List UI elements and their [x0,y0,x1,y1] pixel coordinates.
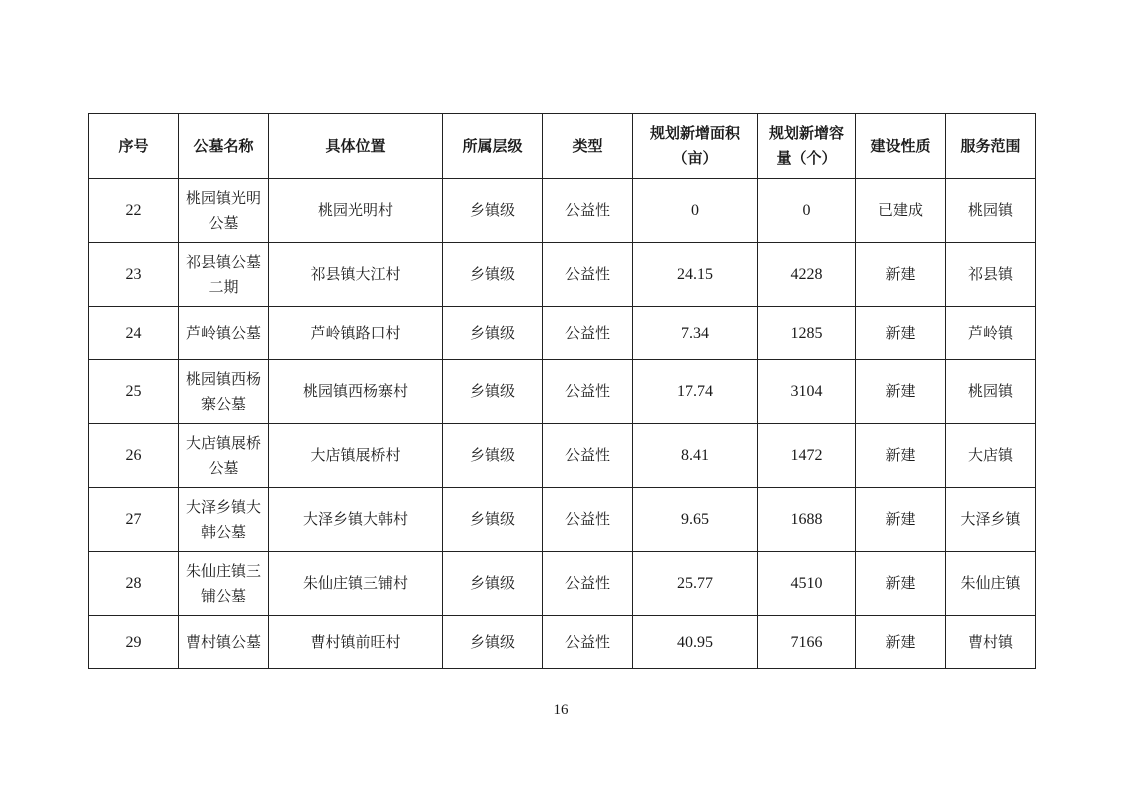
cell-new-capacity: 1472 [758,424,856,488]
cell-new-capacity: 4510 [758,552,856,616]
cell-index: 29 [89,616,179,669]
table-row [89,243,1036,307]
cell-type: 公益性 [543,307,633,360]
cell-level: 乡镇级 [443,243,543,307]
cell-cemetery-name: 大店镇展桥公墓 [179,424,269,488]
cell-location: 祁县镇大江村 [269,243,443,307]
cell-location: 朱仙庄镇三铺村 [269,552,443,616]
cell-index: 24 [89,307,179,360]
cell-cemetery-name: 祁县镇公墓二期 [179,243,269,307]
cell-new-capacity: 7166 [758,616,856,669]
table-row [89,360,1036,424]
cell-index: 25 [89,360,179,424]
cell-service-area: 大店镇 [946,424,1036,488]
cell-type: 公益性 [543,552,633,616]
cell-service-area: 芦岭镇 [946,307,1036,360]
table-row [89,307,1036,360]
table-row [89,179,1036,243]
cemetery-table [88,113,1036,669]
header-new-capacity: 规划新增容量（个） [758,114,856,179]
cell-service-area: 祁县镇 [946,243,1036,307]
table-row [89,424,1036,488]
cell-cemetery-name: 桃园镇西杨寨公墓 [179,360,269,424]
header-type: 类型 [543,114,633,179]
cell-service-area: 桃园镇 [946,179,1036,243]
cell-cemetery-name: 芦岭镇公墓 [179,307,269,360]
header-location: 具体位置 [269,114,443,179]
header-service-area: 服务范围 [946,114,1036,179]
cell-index: 26 [89,424,179,488]
header-cemetery-name: 公墓名称 [179,114,269,179]
cell-new-area: 40.95 [633,616,758,669]
cell-construction-nature: 已建成 [856,179,946,243]
cell-cemetery-name: 曹村镇公墓 [179,616,269,669]
cell-index: 22 [89,179,179,243]
cell-level: 乡镇级 [443,552,543,616]
cell-new-area: 0 [633,179,758,243]
cell-type: 公益性 [543,488,633,552]
table-row [89,552,1036,616]
cell-construction-nature: 新建 [856,616,946,669]
cell-level: 乡镇级 [443,360,543,424]
cell-new-capacity: 1688 [758,488,856,552]
cell-new-capacity: 3104 [758,360,856,424]
cell-type: 公益性 [543,424,633,488]
cell-construction-nature: 新建 [856,243,946,307]
cell-index: 23 [89,243,179,307]
cell-type: 公益性 [543,243,633,307]
cell-level: 乡镇级 [443,424,543,488]
cell-type: 公益性 [543,616,633,669]
cell-location: 芦岭镇路口村 [269,307,443,360]
cell-new-area: 8.41 [633,424,758,488]
cell-new-area: 24.15 [633,243,758,307]
header-level: 所属层级 [443,114,543,179]
cell-new-capacity: 1285 [758,307,856,360]
cell-new-area: 17.74 [633,360,758,424]
cell-new-capacity: 4228 [758,243,856,307]
cell-level: 乡镇级 [443,307,543,360]
cell-construction-nature: 新建 [856,307,946,360]
cell-new-area: 9.65 [633,488,758,552]
table-row [89,488,1036,552]
cell-new-area: 25.77 [633,552,758,616]
cell-cemetery-name: 朱仙庄镇三铺公墓 [179,552,269,616]
page-number: 16 [553,702,569,718]
cell-location: 桃园光明村 [269,179,443,243]
header-new-area: 规划新增面积（亩） [633,114,758,179]
cell-index: 27 [89,488,179,552]
cell-type: 公益性 [543,179,633,243]
header-construction-nature: 建设性质 [856,114,946,179]
cell-cemetery-name: 桃园镇光明公墓 [179,179,269,243]
cell-location: 大泽乡镇大韩村 [269,488,443,552]
cell-service-area: 曹村镇 [946,616,1036,669]
cell-service-area: 大泽乡镇 [946,488,1036,552]
cell-construction-nature: 新建 [856,488,946,552]
header-row [89,114,1036,179]
cell-new-capacity: 0 [758,179,856,243]
table-row [89,616,1036,669]
cell-construction-nature: 新建 [856,360,946,424]
header-index: 序号 [89,114,179,179]
cell-location: 曹村镇前旺村 [269,616,443,669]
cell-level: 乡镇级 [443,179,543,243]
cell-construction-nature: 新建 [856,424,946,488]
cell-level: 乡镇级 [443,616,543,669]
cell-type: 公益性 [543,360,633,424]
cell-index: 28 [89,552,179,616]
cell-level: 乡镇级 [443,488,543,552]
cell-new-area: 7.34 [633,307,758,360]
cell-location: 桃园镇西杨寨村 [269,360,443,424]
cell-service-area: 桃园镇 [946,360,1036,424]
cell-service-area: 朱仙庄镇 [946,552,1036,616]
cell-location: 大店镇展桥村 [269,424,443,488]
cell-cemetery-name: 大泽乡镇大韩公墓 [179,488,269,552]
cell-construction-nature: 新建 [856,552,946,616]
